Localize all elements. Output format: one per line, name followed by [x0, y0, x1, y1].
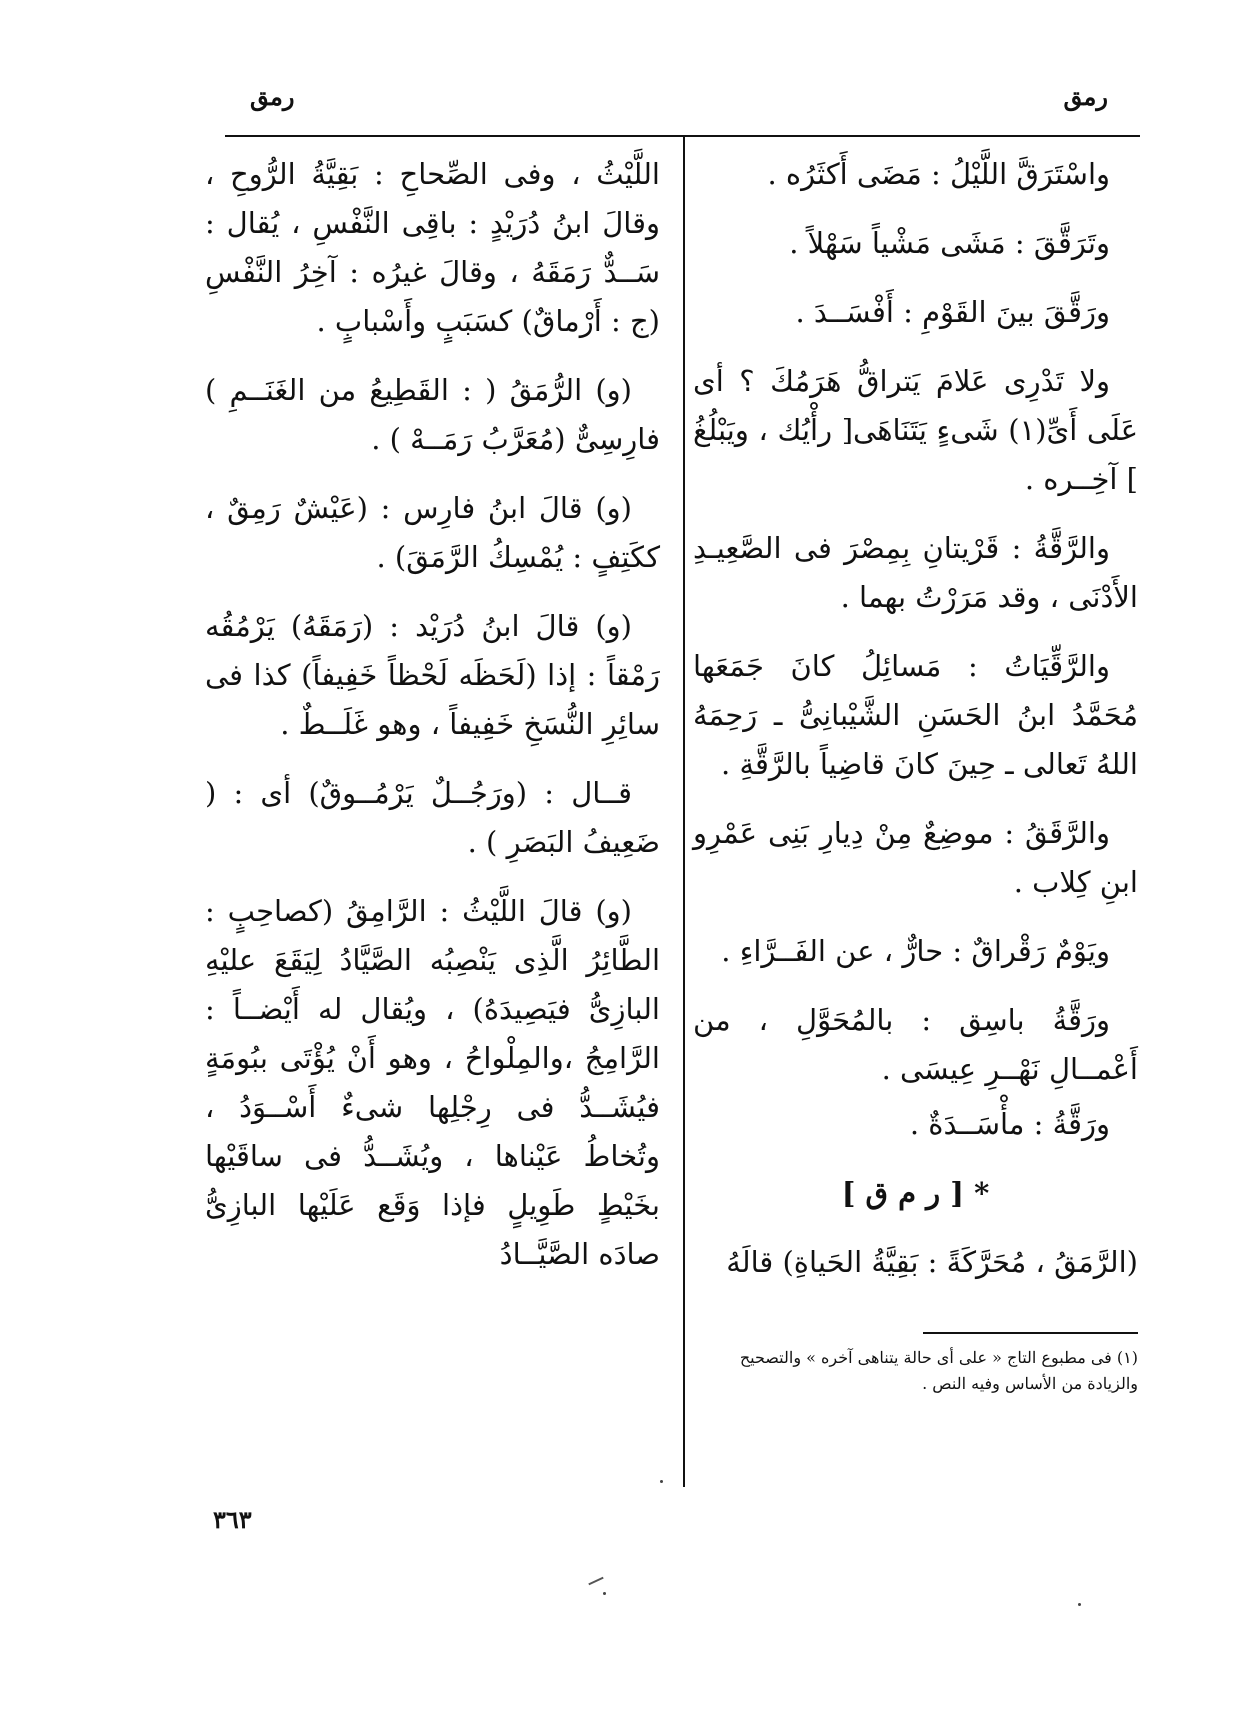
entry-paragraph: ولا تَدْرِى عَلامَ يَتراقُّ هَرَمُكَ ؟ أى عَلَى أَىِّ(١) شَىءٍ يَتَنَاهَى[ رأْيُك ، ويَبْلُغُ ] آخِــره . [693, 364, 1138, 496]
entry-paragraph: واسْتَرَقَّ اللَّيْلُ : مَضَى أَكثَرُه . [767, 157, 1110, 191]
footnote-rule [923, 1332, 1138, 1334]
entry-paragraph: والرَّقَقُ : موضِعٌ مِنْ دِيارِ بَنِى عَمْرِو ابنِ كِلاب . [693, 816, 1138, 899]
scan-speck [603, 1592, 606, 1595]
scan-speck [1078, 1603, 1081, 1606]
running-header-right: رمق [1063, 82, 1108, 111]
entry-paragraph: (و) قالَ اللَّيْثُ : الرَّامِقُ (كصاحِبٍ : الطَّائِرُ الَّذِى يَنْصِبُه الصَّيَّادُ لِيَقَعَ عليْهِ البازِىُّ فيَصِيدَهُ) ، ويُقال له أَيْضــاً : الرَّامِجُ ،والمِلْواحُ ، وهو أَنْ يُؤْتَى ببُومَةٍ فيُشَــدُّ فى رِجْلِها شىءٌ أَسْــوَدُ ، وتُخاطُ عَيْناها ، ويُشَــدُّ فى ساقَيْها بخَيْطٍ طَوِيلٍ فإذا وَقَع عَلَيْها البازِىُّ صادَه الصَّيَّــادُ [205, 894, 660, 1271]
entry-paragraph: اللَّيْثُ ، وفى الصِّحاحِ : بَقِيَّةُ الرُّوحِ ، وقالَ ابنُ دُرَيْدٍ : باقِى النَّفْسِ ، يُقال : سَــدٌّ رَمَقَهُ ، وقالَ غيرُه : آخِرُ النَّفْسِ (ج : أَرْماقٌ) كسَبَبٍ وأَسْبابٍ . [205, 157, 660, 338]
entry-paragraph: (و) قالَ ابنُ فارِس : (عَيْشٌ رَمِقٌ ، ككَتِفٍ : يُمْسِكُ الرَّمَقَ) . [205, 491, 660, 574]
left-column [205, 150, 660, 1299]
scan-speck [660, 1480, 663, 1483]
entry-paragraph: وتَرَقَّقَ : مَشَى مَشْياً سَهْلاً . [789, 226, 1110, 260]
entry-paragraph: ويَوْمٌ رَقْراقٌ : حارٌّ ، عن الفَــرَّاءِ . [721, 934, 1110, 968]
entry-paragraph: قــال : (ورَجُــلٌ يَرْمُــوقٌ) أى : ( ضَعِيفُ البَصَرِ ) . [205, 776, 660, 859]
entry-paragraph: والرَّقِّيَاتُ : مَسائِلُ كانَ جَمَعَها مُحَمَّدُ ابنُ الحَسَنِ الشَّيْبانِىُّ ـ رَحِمَهُ اللهُ تَعالى ـ حِينَ كانَ قاضِياً بالرَّقَّةِ . [693, 649, 1138, 781]
root-heading: * [ ر م ق ] [841, 1176, 990, 1210]
entry-paragraph: ورَقَّةُ : مأْسَــدَةٌ . [909, 1107, 1110, 1141]
entry-paragraph: ورَقَّةُ باسِق : بالمُحَوَّلِ ، من أَعْمــالِ نَهْــرِ عِيسَى . [693, 1003, 1138, 1086]
scan-mark [588, 1577, 603, 1586]
entry-paragraph: والرَّقَّةُ : قَرْيتانِ بِمِصْرَ فى الصَّعِيـدِ الأَدْنَى ، وقد مَرَرْتُ بهما . [693, 531, 1138, 614]
right-column [693, 150, 1138, 1307]
page-number: ٣٦٣ [213, 1505, 252, 1534]
footnote: (١) فى مطبوع التاج « على أى حالة يتناهى آخره » والتصحيح والزيادة من الأساس وفيه النص . [739, 1348, 1138, 1393]
running-header-left: رمق [250, 82, 295, 111]
column-divider [683, 137, 685, 1487]
entry-paragraph: (و) الرُّمَقُ ( : القَطِيعُ من الغَنَــمِ ) فارِسِىٌّ (مُعَرَّبُ رَمَــهْ ) . [205, 373, 660, 456]
entry-paragraph: (الرَّمَقُ ، مُحَرَّكَةً : بَقِيَّةُ الحَياةِ) قالَهُ [726, 1245, 1138, 1279]
entry-paragraph: ورَقَّقَ بينَ القَوْمِ : أَفْسَــدَ . [795, 295, 1110, 329]
entry-paragraph: (و) قالَ ابنُ دُرَيْد : (رَمَقَهُ) يَرْمُقُه رَمْقاً : إذا (لَحَظَه لَحْظاً خَفِيفاً) كذا فى سائِرِ النُّسَخِ خَفِيفاً ، وهو غَلَــطٌ . [205, 609, 660, 741]
